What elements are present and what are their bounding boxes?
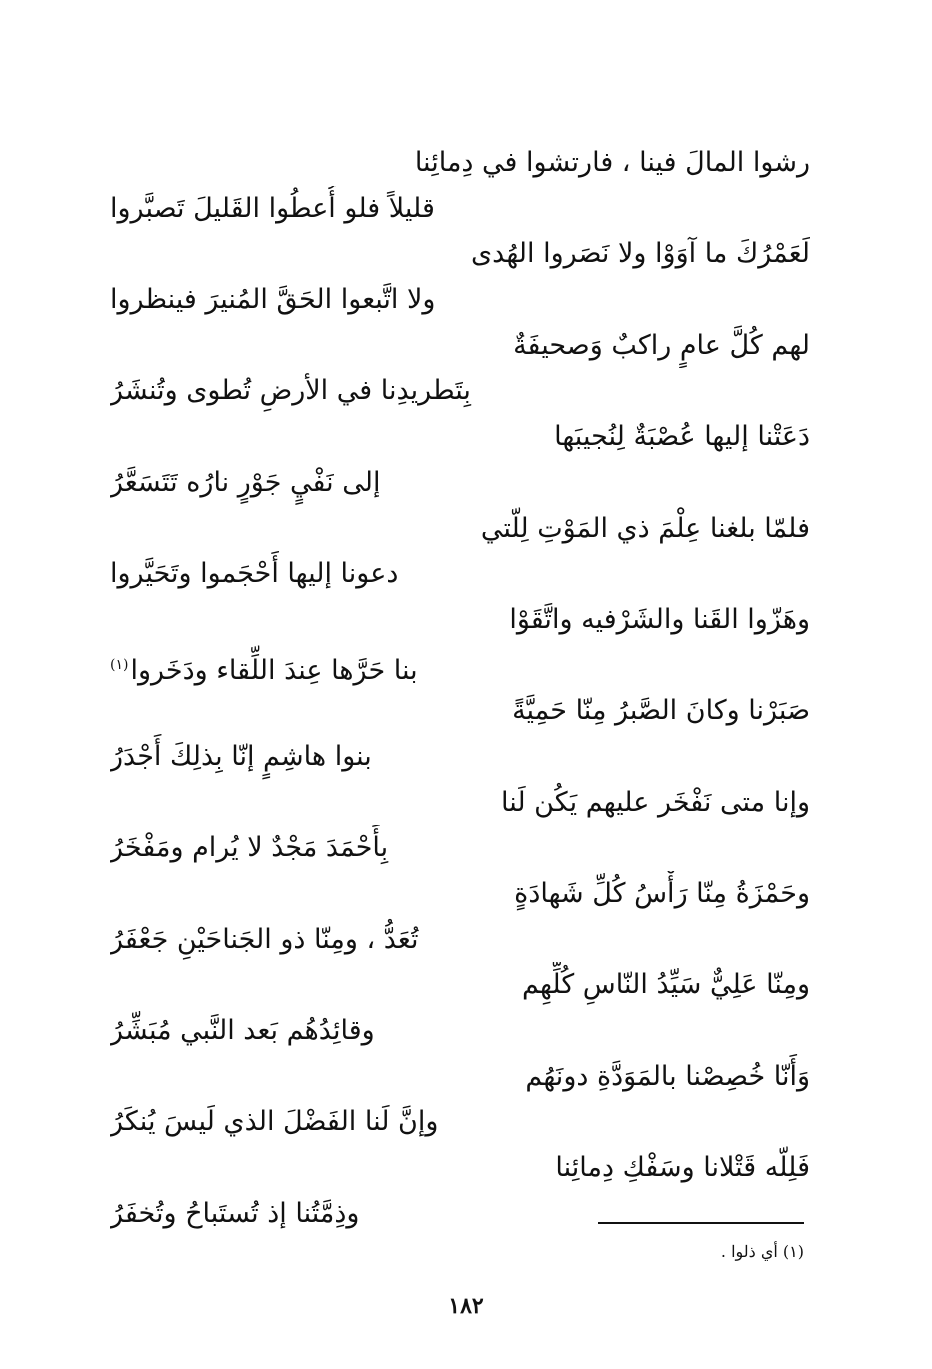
poem-body bbox=[110, 140, 810, 1237]
verse-line: إلى نَفْيٍ جَوْرٍ نارُه تَتَسَعَّرُ bbox=[110, 466, 381, 498]
page-number: ١٨٢ bbox=[448, 1293, 484, 1319]
verse-line: وَأَنّا خُصِصْنا بالمَوَدَّةِ دونَهُم bbox=[525, 1060, 810, 1092]
verse-line: رشوا المالَ فينا ، فارتشوا في دِمائِنا bbox=[414, 147, 810, 178]
verse-line: وحَمْزَةُ مِنّا رَأْسُ كُلِّ شَهادَةٍ bbox=[514, 878, 810, 909]
verse-line: بنوا هاشِمٍ إنّا بِذلِكَ أَجْدَرُ bbox=[110, 740, 372, 772]
footnote-reference: (١) bbox=[110, 656, 129, 673]
verse-line: ولا اتَّبعوا الحَقَّ المُنيرَ فينظروا bbox=[110, 284, 436, 316]
verse-line: بِتَطريدِنا في الأرضِ تُطوى وتُنشَرُ bbox=[110, 375, 471, 407]
verse-line: دعونا إليها أَحْجَموا وتَحَيَّروا bbox=[110, 558, 399, 590]
verse-line: وهَزّوا القَنا والشَرْفيه واتَّقَوْا bbox=[509, 603, 810, 635]
verse-line: فلمّا بلغنا عِلْمَ ذي المَوْتِ لِلّتي bbox=[480, 512, 810, 544]
verse-line: بِأَحْمَدَ مَجْدٌ لا يُرام ومَفْخَرُ bbox=[110, 832, 389, 864]
verse-line: ومِنّا عَلِيٌّ سَيِّدُ النّاسِ كُلِّهِم bbox=[522, 969, 810, 1001]
verse-line: وإنَّ لَنا الفَضْلَ الذي لَيسَ يُنكَرُ bbox=[110, 1106, 439, 1138]
verse-line: بنا حَرَّها عِندَ اللِّقاء ودَخَروا$^{(١)}$ bbox=[110, 654, 418, 686]
footnote: (١) أي ذلوا . bbox=[720, 1242, 804, 1261]
verse-line: دَعَتْنا إليها عُصْبَةٌ لِنُجيبَها bbox=[554, 421, 810, 453]
verse-line: فَلِلّه قَتْلانا وسَفْكِ دِمائِنا bbox=[555, 1152, 810, 1184]
verse-line: صَبَرْنا وكانَ الصَّبرُ مِنّا حَمِيَّةً bbox=[512, 695, 810, 727]
verse-line: قليلاً فلو أُعطُوا القَليلَ تَصبَّروا bbox=[110, 192, 435, 224]
verse-line: وإنا متى نَفْخَر عليهم يَكُن لَنا bbox=[501, 786, 810, 818]
verse-line: وذِمَّتُنا إذ تُستَباحُ وتُخفَرُ bbox=[110, 1197, 360, 1229]
verse-line: تُعَدُّ ، ومِنّا ذو الجَناحَيْنِ جَعْفَرُ bbox=[110, 923, 419, 955]
verse-line: لَعَمْرُكَ ما آوَوْا ولا نَصَروا الهُدى bbox=[471, 238, 810, 270]
verse-line: لهم كُلَّ عامٍ راكبٌ وَصحيفَةٌ bbox=[513, 329, 810, 361]
footnote-divider bbox=[598, 1222, 804, 1224]
verse-line: وقائِدُهُم بَعد النَّبي مُبَشِّرُ bbox=[110, 1015, 375, 1047]
